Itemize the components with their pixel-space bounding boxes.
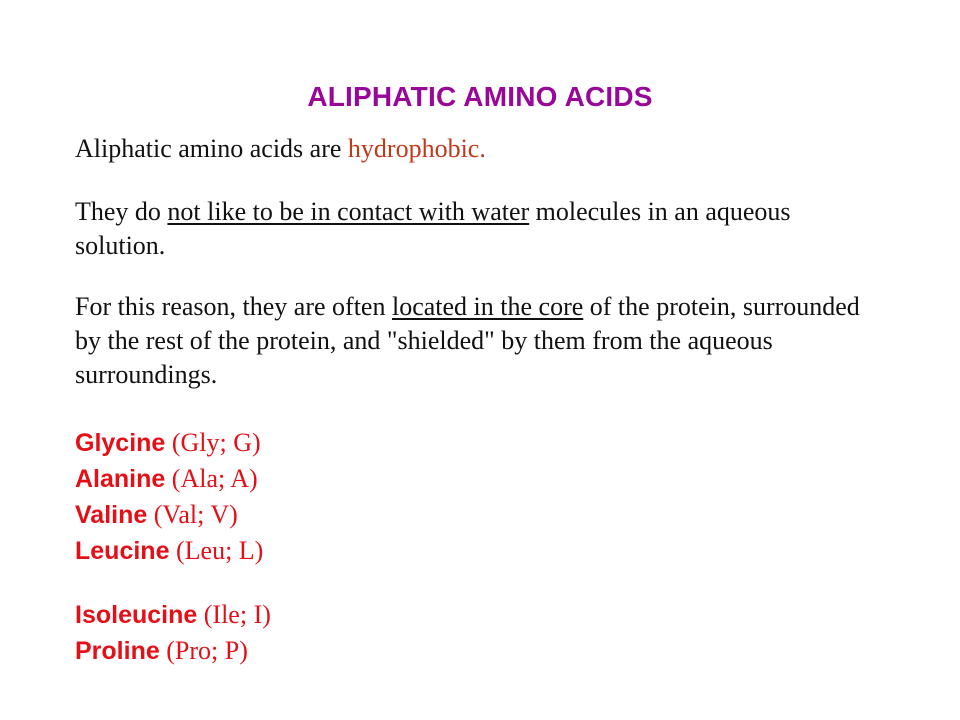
hydrophobic-highlight: hydrophobic xyxy=(347,134,480,163)
list-item xyxy=(75,497,675,533)
acid-code: (Leu; L) xyxy=(169,536,264,565)
water-prefix: They do xyxy=(75,197,168,226)
list-item xyxy=(75,461,675,497)
core-suffix: of the protein, surrounded by the rest of the protein, and "shielded" by them from the aqueous surroundings. xyxy=(75,292,860,389)
acid-name: Proline xyxy=(75,637,160,665)
acid-name: Alanine xyxy=(75,465,166,493)
list-item xyxy=(75,633,675,669)
amino-acid-list-primary xyxy=(75,425,675,569)
acid-name: Leucine xyxy=(75,537,170,565)
water-paragraph xyxy=(75,195,875,263)
core-prefix: For this reason, they are often xyxy=(75,292,392,321)
acid-code: (Ala; A) xyxy=(165,464,258,493)
core-underlined-phrase: located in the core xyxy=(391,292,584,321)
acid-code: (Val; V) xyxy=(147,500,238,529)
amino-acid-list-secondary xyxy=(75,597,675,669)
acid-name: Isoleucine xyxy=(75,601,198,629)
acid-name: Valine xyxy=(75,501,148,529)
water-underlined-phrase: not like to be in contact with water xyxy=(167,197,530,226)
slide-title: ALIPHATIC AMINO ACIDS xyxy=(307,81,653,112)
acid-code: (Ile; I) xyxy=(197,600,271,629)
list-item xyxy=(75,597,675,633)
list-item xyxy=(75,425,675,461)
intro-suffix: . xyxy=(479,134,486,163)
acid-code: (Gly; G) xyxy=(165,428,261,457)
intro-paragraph xyxy=(75,132,875,166)
water-suffix: molecules in an aqueous solution. xyxy=(75,197,791,260)
core-paragraph xyxy=(75,290,875,392)
acid-code: (Pro; P) xyxy=(159,636,248,665)
list-item xyxy=(75,533,675,569)
intro-prefix: Aliphatic amino acids are xyxy=(75,134,348,163)
acid-name: Glycine xyxy=(75,429,166,457)
